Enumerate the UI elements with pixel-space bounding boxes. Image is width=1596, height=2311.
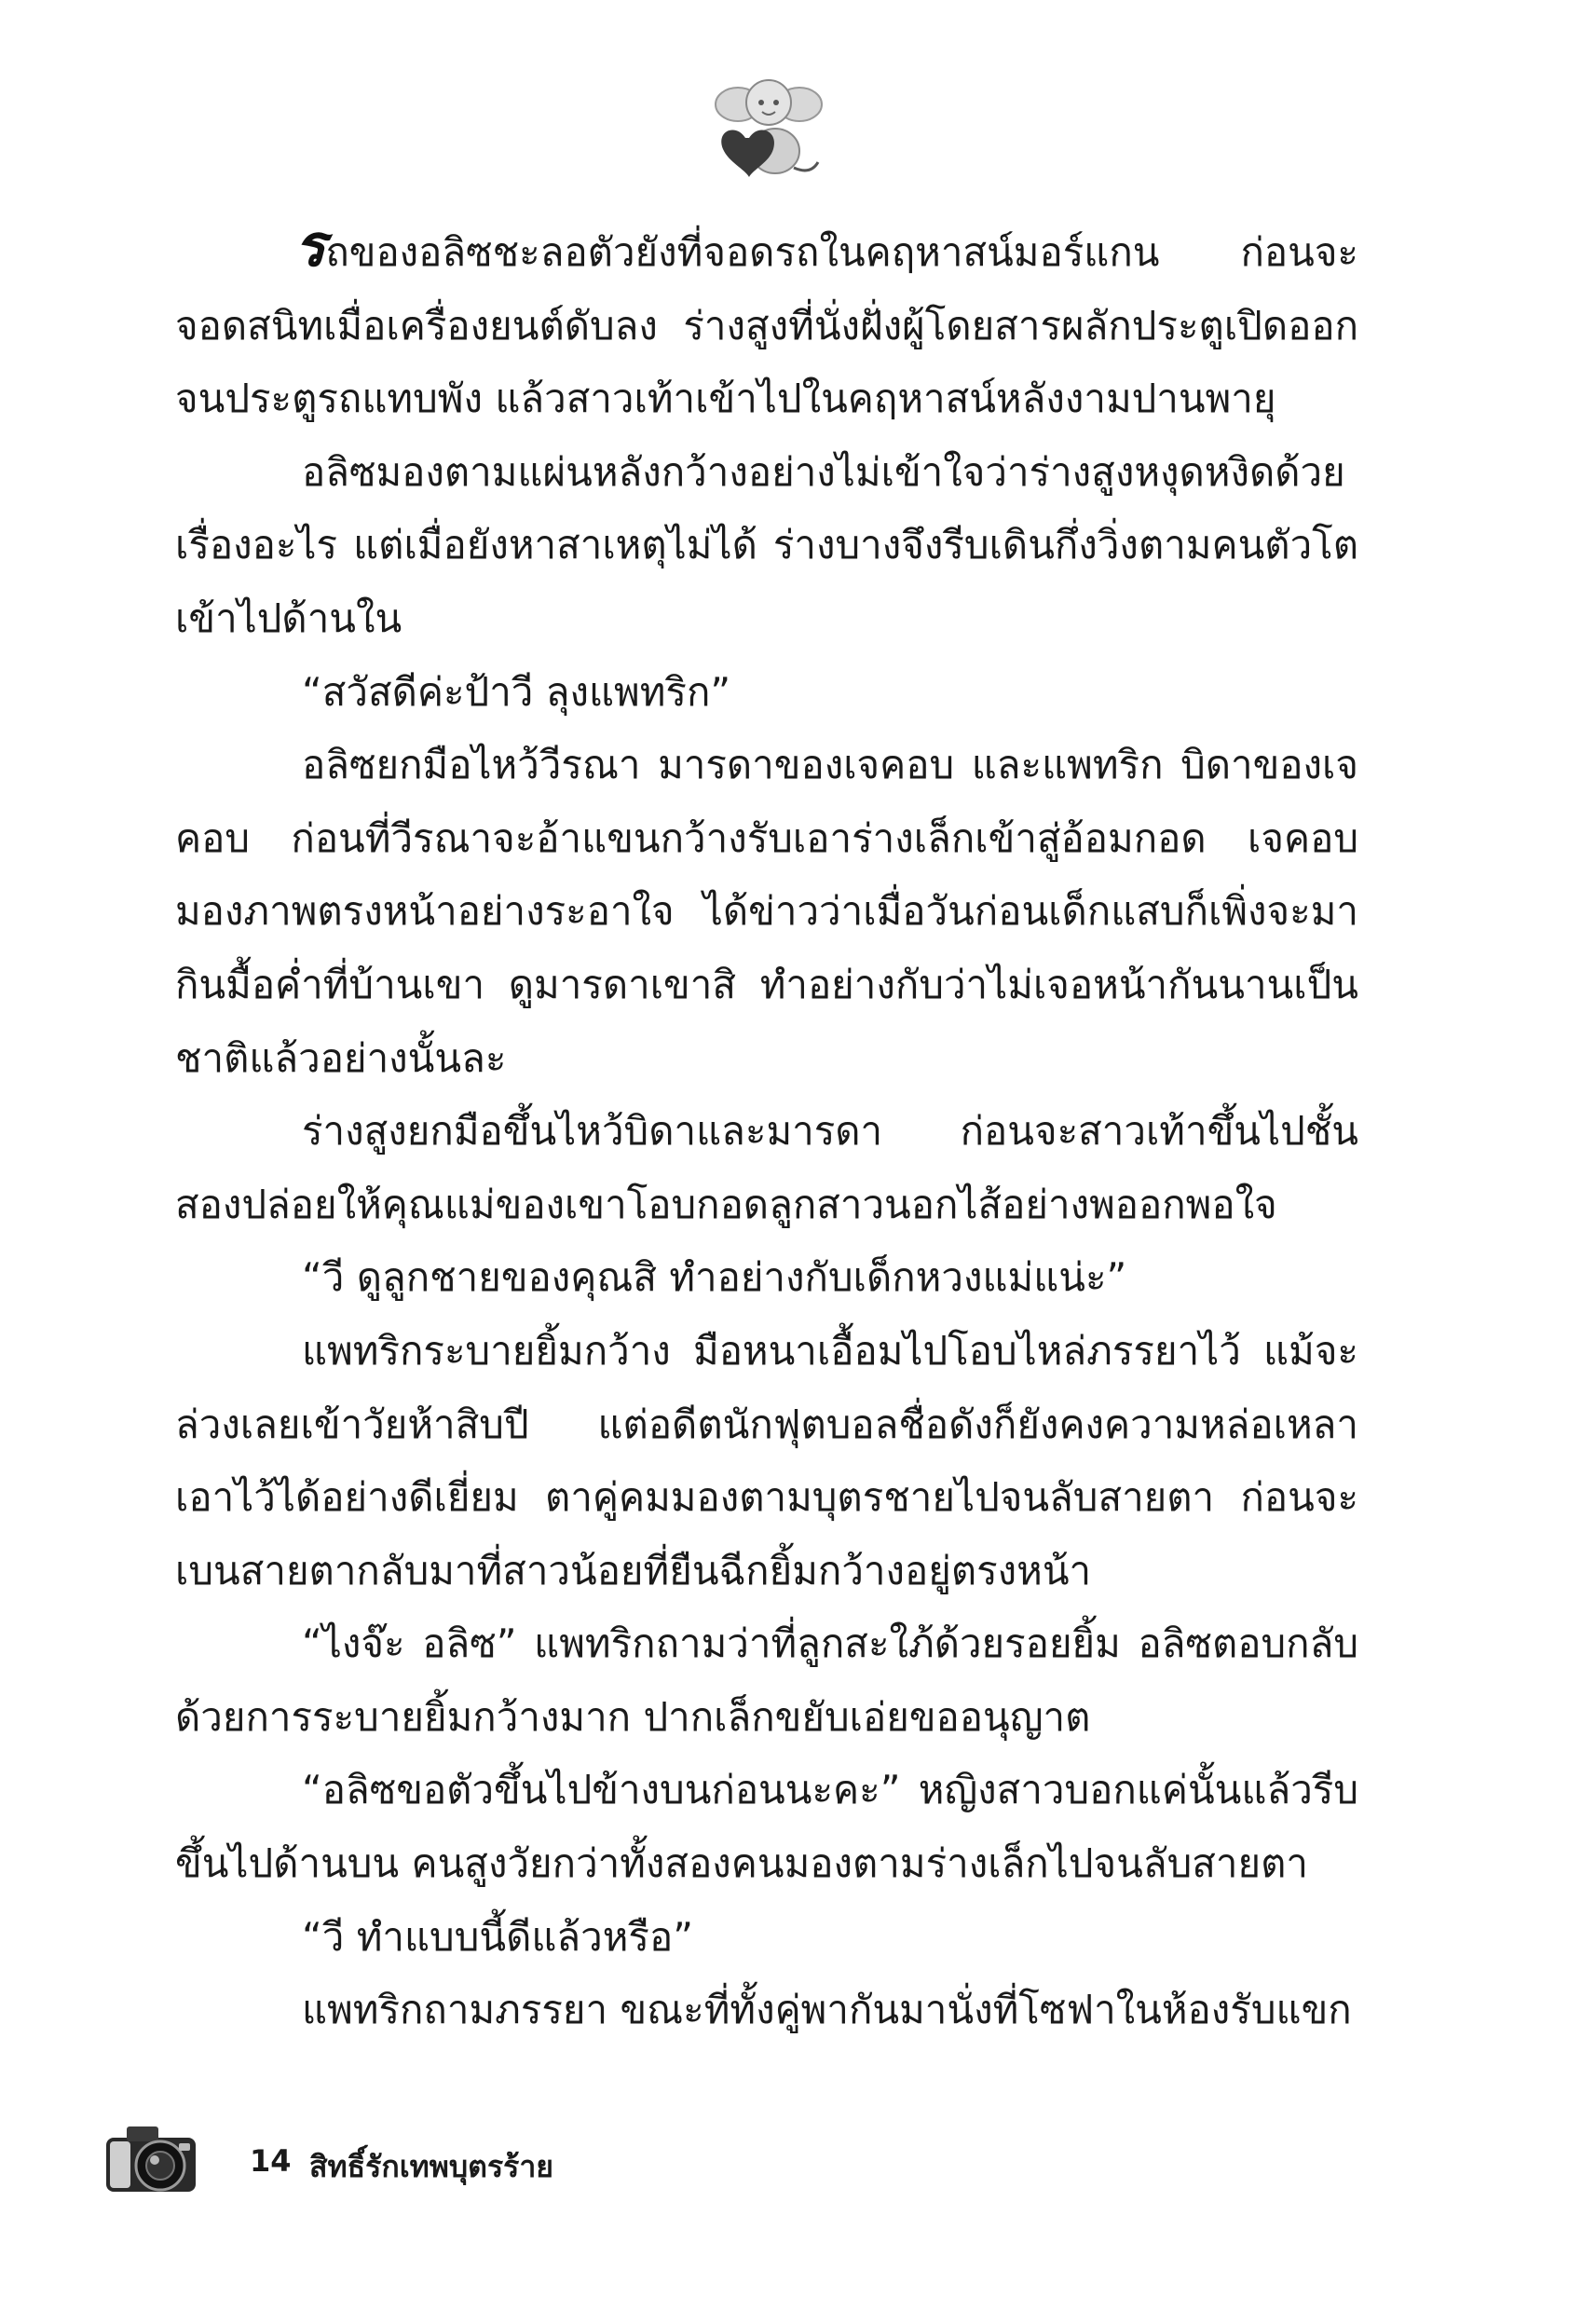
paragraph: แพทริกถามภรรยา ขณะที่ทั้งคู่พากันมานั่งที่โซฟาในห้องรับแขก (302, 1987, 1352, 2033)
cupid-holding-heart-icon (708, 65, 829, 186)
camera-icon (102, 2115, 205, 2204)
paragraph-text: ถของอลิซชะลอตัวยังที่จอดรถในคฤหาสน์มอร์แกน ก่อนจะจอดสนิทเมื่อเครื่องยนต์ดับลง ร่างสูงที่นั่งฝั่งผู้โดยสารผลักประตูเปิดออกจนประตูรถแทบพัง แล้วสาวเท้าเข้าไปในคฤหาสน์หลังงามปานพายุ (175, 229, 1358, 422)
paragraph: “อลิซขอตัวขึ้นไปข้างบนก่อนนะคะ” หญิงสาวบอกแค่นั้นแล้วรีบขึ้นไปด้านบน คนสูงวัยกว่าทั้งสองคนมองตามร่างเล็กไปจนลับสายตา (175, 1767, 1358, 1887)
paragraph: “วี ดูลูกชายของคุณสิ ทำอย่างกับเด็กหวงแม่แน่ะ” (302, 1254, 1127, 1301)
chapter-body-text (175, 212, 1358, 2047)
paragraph: “ไงจ๊ะ อลิซ” แพทริกถามว่าที่ลูกสะใภ้ด้วยรอยยิ้ม อลิซตอบกลับด้วยการระบายยิ้มกว้างมาก ปากเล็กขยับเอ่ยขออนุญาต (175, 1620, 1358, 1740)
paragraph (175, 212, 1358, 436)
paragraph: อลิซยกมือไหว้วีรณา มารดาของเจคอบ และแพทริก บิดาของเจคอบ ก่อนที่วีรณาจะอ้าแขนกว้างรับเอาร่างเล็กเข้าสู่อ้อมกอด เจคอบมองภาพตรงหน้าอย่างระอาใจ ได้ข่าวว่าเมื่อวันก่อนเด็กแสบก็เพิ่งจะมากินมื้อค่ำที่บ้านเขา ดูมารดาเขาสิ ทำอย่างกับว่าไม่เจอหน้ากันนานเป็นชาติแล้วอย่างนั้นละ (175, 742, 1358, 1081)
page-number: 14 (250, 2143, 292, 2179)
paragraph: ร่างสูงยกมือขึ้นไหว้บิดาและมารดา ก่อนจะสาวเท้าขึ้นไปชั้นสองปล่อยให้คุณแม่ของเขาโอบกอดลูกสาวนอกไส้อย่างพออกพอใจ (175, 1108, 1358, 1227)
paragraph: อลิซมองตามแผ่นหลังกว้างอย่างไม่เข้าใจว่าร่างสูงหงุดหงิดด้วยเรื่องอะไร แต่เมื่อยังหาสาเหตุไม่ได้ ร่างบางจึงรีบเดินกึ่งวิ่งตามคนตัวโตเข้าไปด้านใน (175, 448, 1358, 641)
book-title: สิทธิ์รักเทพบุตรร้าย (309, 2149, 554, 2184)
paragraph: แพทริกระบายยิ้มกว้าง มือหนาเอื้อมไปโอบไหล่ภรรยาไว้ แม้จะล่วงเลยเข้าวัยห้าสิบปี แต่อดีตนักฟุตบอลชื่อดังก็ยังคงความหล่อเหลาเอาไว้ได้อย่างดีเยี่ยม ตาคู่คมมองตามบุตรชายไปจนลับสายตา ก่อนจะเบนสายตากลับมาที่สาวน้อยที่ยืนฉีกยิ้มกว้างอยู่ตรงหน้า (175, 1327, 1358, 1593)
drop-cap-letter: ร (294, 212, 326, 280)
paragraph: “วี ทำแบบนี้ดีแล้วหรือ” (302, 1913, 693, 1960)
paragraph: “สวัสดีค่ะป้าวี ลุงแพทริก” (302, 668, 731, 715)
page-footer (102, 2115, 755, 2218)
